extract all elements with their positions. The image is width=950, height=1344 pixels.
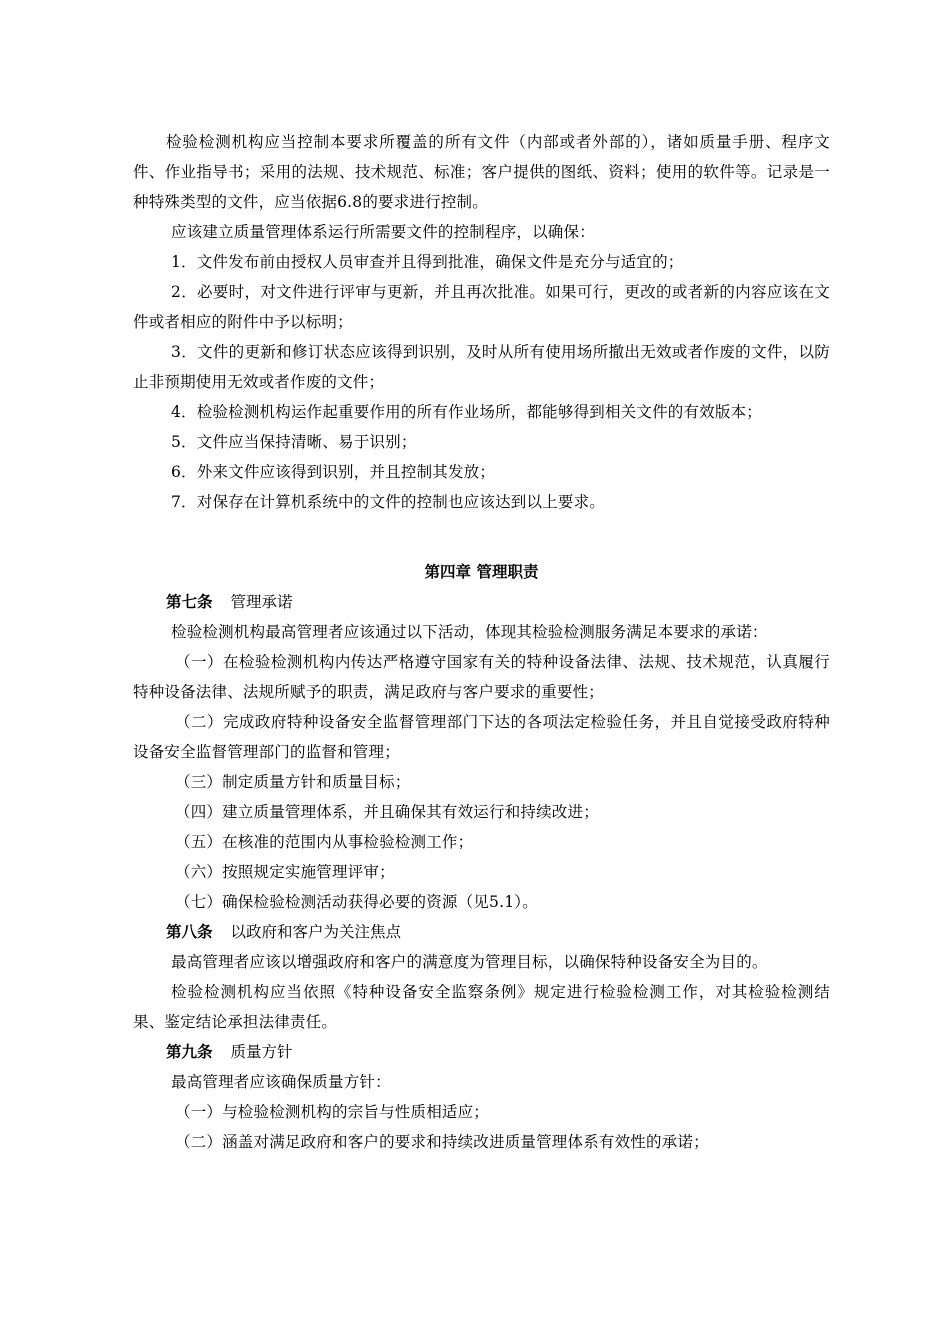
article-heading: [133, 587, 830, 617]
list-item: 2．必要时，对文件进行评审与更新，并且再次批准。如果可行，更改的或者新的内容应该在文件或者相应的附件中予以标明；: [133, 283, 830, 331]
paragraph-control-procedure: 应该建立质量管理体系运行所需要文件的控制程序，以确保：: [171, 223, 595, 241]
list-item: （一）与检验检测机构的宗旨与性质相适应；: [175, 1103, 490, 1121]
list-item: （七）确保检验检测活动获得必要的资源（见5.1）。: [175, 893, 538, 911]
paragraph: 最高管理者应该以增强政府和客户的满意度为管理目标，以确保特种设备安全为目的。: [171, 953, 768, 971]
article-number: 第七条: [166, 592, 213, 611]
article-number: 第九条: [166, 1042, 213, 1061]
article-title: 管理承诺: [230, 593, 293, 611]
chapter-heading: 第四章 管理职责: [424, 562, 539, 581]
list-item: 7．对保存在计算机系统中的文件的控制也应该达到以上要求。: [171, 493, 605, 511]
list-item: （二）涵盖对满足政府和客户的要求和持续改进质量管理体系有效性的承诺；: [175, 1133, 709, 1151]
article-number: 第八条: [166, 922, 213, 941]
list-item: （二）完成政府特种设备安全监督管理部门下达的各项法定检验任务，并且自觉接受政府特种设备安全监督管理部门的监督和管理；: [133, 713, 830, 761]
list-item: 1．文件发布前由授权人员审查并且得到批准，确保文件是充分与适宜的；: [171, 253, 684, 271]
list-item: （三）制定质量方针和质量目标；: [175, 773, 411, 791]
list-item: 4．检验检测机构运作起重要作用的所有作业场所，都能够得到相关文件的有效版本；: [171, 403, 762, 421]
paragraph: 检验检测机构应当依照《特种设备安全监察条例》规定进行检验检测工作，对其检验检测结果、鉴定结论承担法律责任。: [133, 983, 830, 1031]
list-item: 5．文件应当保持清晰、易于识别；: [171, 433, 417, 451]
list-item: （一）在检验检测机构内传达严格遵守国家有关的特种设备法律、法规、技术规范，认真履行特种设备法律、法规所赋予的职责，满足政府与客户要求的重要性；: [133, 653, 830, 701]
article-heading: [133, 917, 830, 947]
article-heading: [133, 1037, 830, 1067]
list-item: 3．文件的更新和修订状态应该得到识别，及时从所有使用场所撤出无效或者作废的文件，以防止非预期使用无效或者作废的文件；: [133, 343, 830, 391]
list-item: （五）在核准的范围内从事检验检测工作；: [175, 833, 474, 851]
list-item: （六）按照规定实施管理评审；: [175, 863, 395, 881]
list-item: （四）建立质量管理体系，并且确保其有效运行和持续改进；: [175, 803, 599, 821]
list-item: 6．外来文件应该得到识别，并且控制其发放；: [171, 463, 496, 481]
article-title: 以政府和客户为关注焦点: [230, 923, 402, 941]
paragraph: 检验检测机构最高管理者应该通过以下活动，体现其检验检测服务满足本要求的承诺：: [171, 623, 768, 641]
document-page: [133, 127, 830, 1157]
article-title: 质量方针: [230, 1043, 293, 1061]
paragraph-documents-scope: 检验检测机构应当控制本要求所覆盖的所有文件（内部或者外部的），诸如质量手册、程序文件、作业指导书；采用的法规、技术规范、标准；客户提供的图纸、资料；使用的软件等。记录是一种特殊类型的文件，应当依据6.8的要求进行控制。: [133, 133, 830, 211]
paragraph: 最高管理者应该确保质量方针：: [171, 1073, 391, 1091]
